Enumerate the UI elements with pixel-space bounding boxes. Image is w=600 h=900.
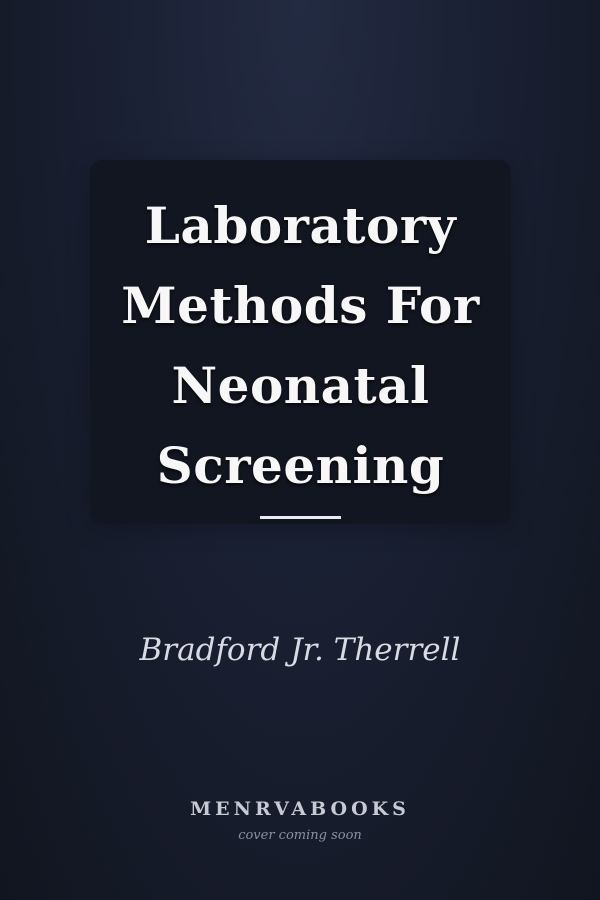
title-line: Screening bbox=[156, 436, 445, 495]
title-panel bbox=[90, 160, 511, 524]
author-name: Bradford Jr. Therrell bbox=[139, 632, 461, 668]
title-line: Neonatal bbox=[171, 356, 430, 415]
title-divider bbox=[260, 516, 341, 519]
book-title bbox=[90, 186, 511, 506]
publisher-name: MENRVABOOKS bbox=[190, 798, 410, 820]
cover-tagline: cover coming soon bbox=[238, 828, 362, 843]
title-line: Laboratory bbox=[144, 196, 457, 255]
title-line: Methods For bbox=[121, 276, 480, 335]
